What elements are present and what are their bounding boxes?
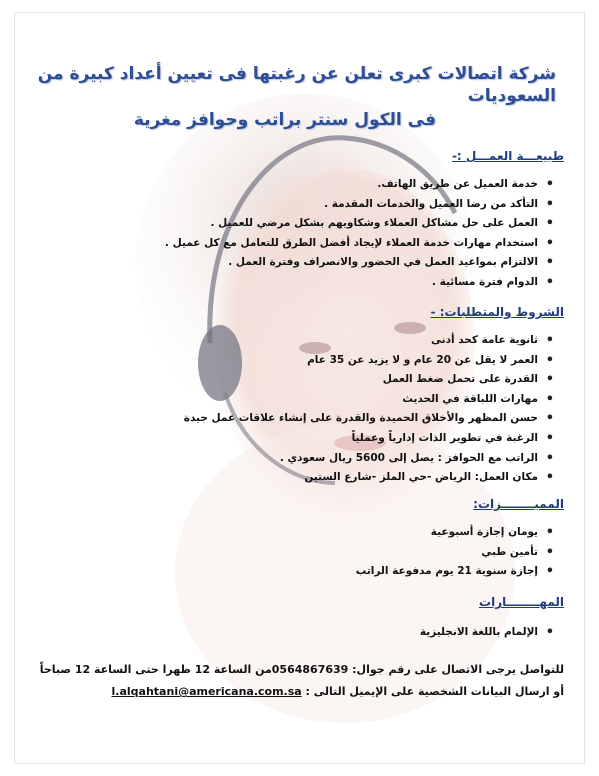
list-item: • العمل على حل مشاكل العملاء وشكاويهم بشكل مرضي للعميل . xyxy=(165,214,538,234)
list-item: • تأمين طبي xyxy=(356,543,538,563)
list-item: • الدوام فترة مسائية . xyxy=(165,273,538,293)
list-item: • الالتزام بمواعيد العمل في الحضور والانصراف وفترة العمل . xyxy=(165,253,538,273)
flyer-page xyxy=(14,12,585,764)
list-item: • حسن المظهر والأخلاق الحميدة والقدرة على إنشاء علاقات عمل جيدة xyxy=(184,409,538,429)
contact-email-prefix: أو ارسال البيانات الشخصية على الإيميل التالى : xyxy=(305,685,564,698)
work-nature-title: طبيعـــة العمـــل :- xyxy=(451,149,564,163)
list-item: • استخدام مهارات خدمة العملاء لإيجاد أفضل الطرق للتعامل مع كل عميل . xyxy=(165,234,538,254)
list-item: • الإلمام باللغة الانجليزية xyxy=(420,623,538,643)
headline-line-2: فى الكول سنتر براتب وحوافز مغرية xyxy=(133,110,436,130)
contact-email-link[interactable]: l.alqahtani@americana.com.sa xyxy=(111,685,302,698)
list-item: • الرغبة في تطوير الذات إدارياً وعملياً xyxy=(184,429,538,449)
list-item: • ثانوية عامة كحد أدنى xyxy=(184,331,538,351)
list-item: • القدرة على تحمل ضغط العمل xyxy=(184,370,538,390)
benefits-title: المميــــــــزات: xyxy=(473,497,564,511)
list-item: • العمر لا يقل عن 20 عام و لا يزيد عن 35 عام xyxy=(184,351,538,371)
list-item: • خدمة العميل عن طريق الهاتف. xyxy=(165,175,538,195)
skills-list xyxy=(420,623,556,643)
requirements-list xyxy=(184,331,556,488)
list-item: • يومان إجازة أسبوعية xyxy=(356,523,538,543)
list-item: • مكان العمل: الرياض -حي الملز -شارع الستين xyxy=(184,468,538,488)
requirements-title: الشروط والمتطلبات: - xyxy=(430,305,564,319)
list-item: • مهارات اللباقة في الحديث xyxy=(184,390,538,410)
list-item: • إجازة سنوية 21 يوم مدفوعة الراتب xyxy=(356,562,538,582)
list-item: • التأكد من رضا العميل والخدمات المقدمة . xyxy=(165,195,538,215)
benefits-list xyxy=(356,523,556,582)
contact-email-line xyxy=(112,685,564,698)
list-item: • الراتب مع الحوافز : يصل إلى 5600 ريال سعودي . xyxy=(184,449,538,469)
work-nature-list xyxy=(165,175,556,293)
contact-phone-line: للتواصل يرجى الاتصال على رقم جوال: 0564867639من الساعة 12 ظهرا حتى الساعة 12 صباحاً xyxy=(39,663,564,676)
flyer-content xyxy=(15,13,585,764)
skills-title: المهــــــــارات xyxy=(479,595,564,609)
headline-line-1: شركة اتصالات كبرى تعلن عن رغبتها فى تعيين أعداد كبيرة من السعوديات xyxy=(37,64,556,106)
